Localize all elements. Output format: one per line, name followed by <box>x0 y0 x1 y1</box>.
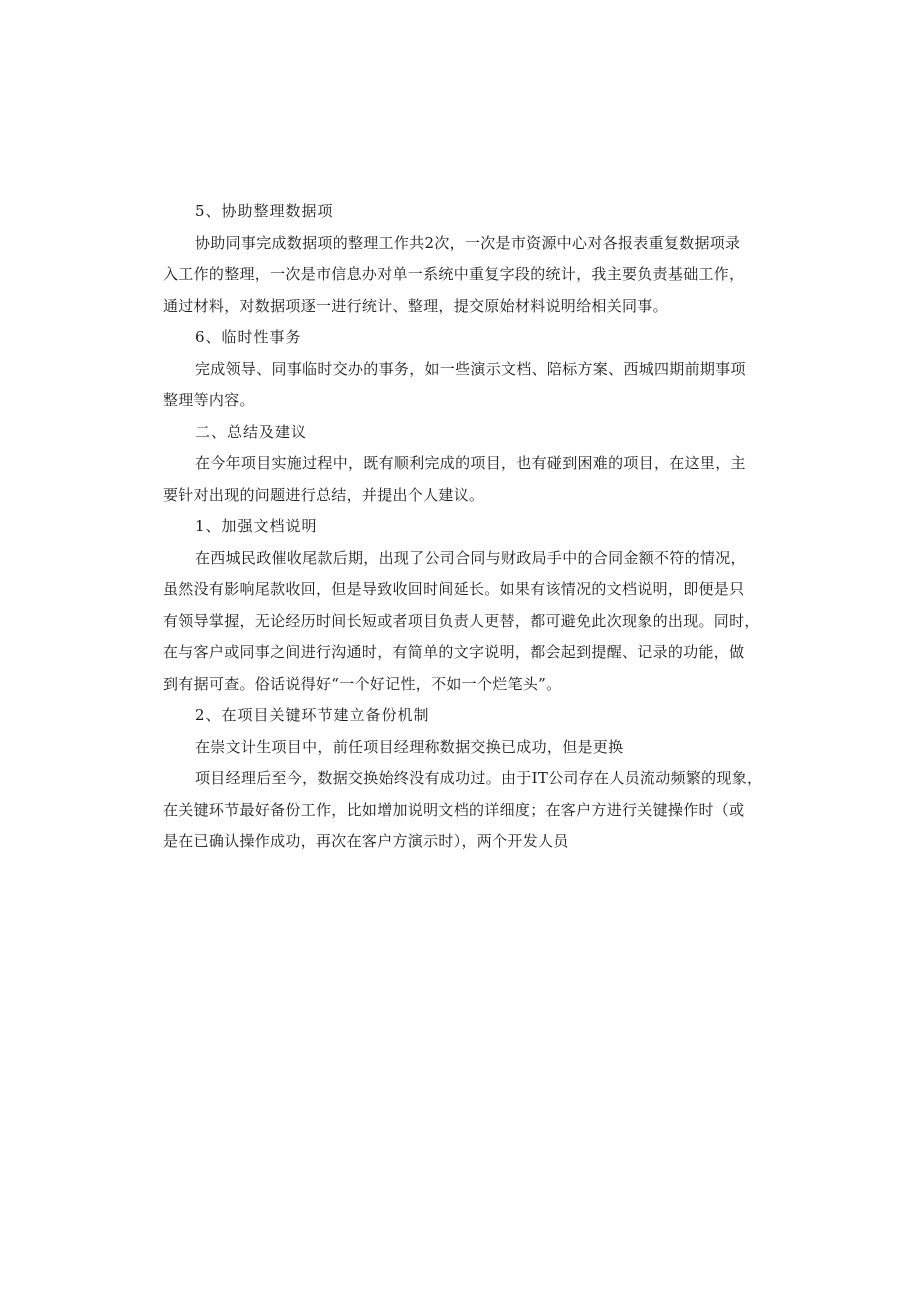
section-heading: 二、总结及建议 <box>195 422 308 441</box>
paragraph-line: 入工作的整理，一次是市信息办对单一系统中重复字段的统计，我主要负责基础工作， <box>163 265 745 283</box>
paragraph-line: 在崇文计生项目中，前任项目经理称数据交换已成功，但是更换 <box>195 737 624 756</box>
paragraph-line: 有领导掌握，无论经历时间长短或者项目负责人更替，都可避免此次现象的出现。同时， <box>163 611 760 630</box>
paragraph-line: 通过材料，对数据项逐一进行统计、整理，提交原始材料说明给相关同事。 <box>163 296 668 315</box>
section-heading: 1、加强文档说明 <box>195 517 318 535</box>
paragraph-line: 协助同事完成数据项的整理工作共2次，一次是市资源中心对各报表重复数据项录 <box>195 233 741 252</box>
paragraph-line: 在西城民政催收尾款后期，出现了公司合同与财政局手中的合同金额不符的情况， <box>195 548 746 567</box>
paragraph-line: 在关键环节最好备份工作，比如增加说明文档的详细度；在客户方进行关键操作时（或 <box>163 800 745 819</box>
paragraph-line: 到有据可查。俗话说得好“一个好记性，不如一个烂笔头”。 <box>163 674 562 693</box>
paragraph-line: 要针对出现的问题进行总结，并提出个人建议。 <box>163 485 485 504</box>
paragraph-line: 整理等内容。 <box>163 391 255 409</box>
section-heading: 5、协助整理数据项 <box>195 202 334 220</box>
paragraph-line: 在与客户或同事之间进行沟通时，有简单的文字说明，都会起到提醒、记录的功能，做 <box>163 643 745 661</box>
paragraph-line: 是在已确认操作成功，再次在客户方演示时），两个开发人员 <box>163 832 569 850</box>
paragraph-line: 项目经理后至今，数据交换始终没有成功过。由于IT公司存在人员流动频繁的现象， <box>195 769 763 787</box>
paragraph-line: 完成领导、同事临时交办的事务，如一些演示文档、陪标方案、西城四期前期事项 <box>195 359 746 378</box>
paragraph-line: 虽然没有影响尾款收回，但是导致收回时间延长。如果有该情况的文档说明，即便是只 <box>163 580 745 598</box>
paragraph-line: 在今年项目实施过程中，既有顺利完成的项目，也有碰到困难的项目，在这里，主 <box>195 454 746 472</box>
document-body <box>163 196 763 858</box>
section-heading: 2、在项目关键环节建立备份机制 <box>195 706 430 724</box>
section-heading: 6、临时性事务 <box>195 328 302 346</box>
